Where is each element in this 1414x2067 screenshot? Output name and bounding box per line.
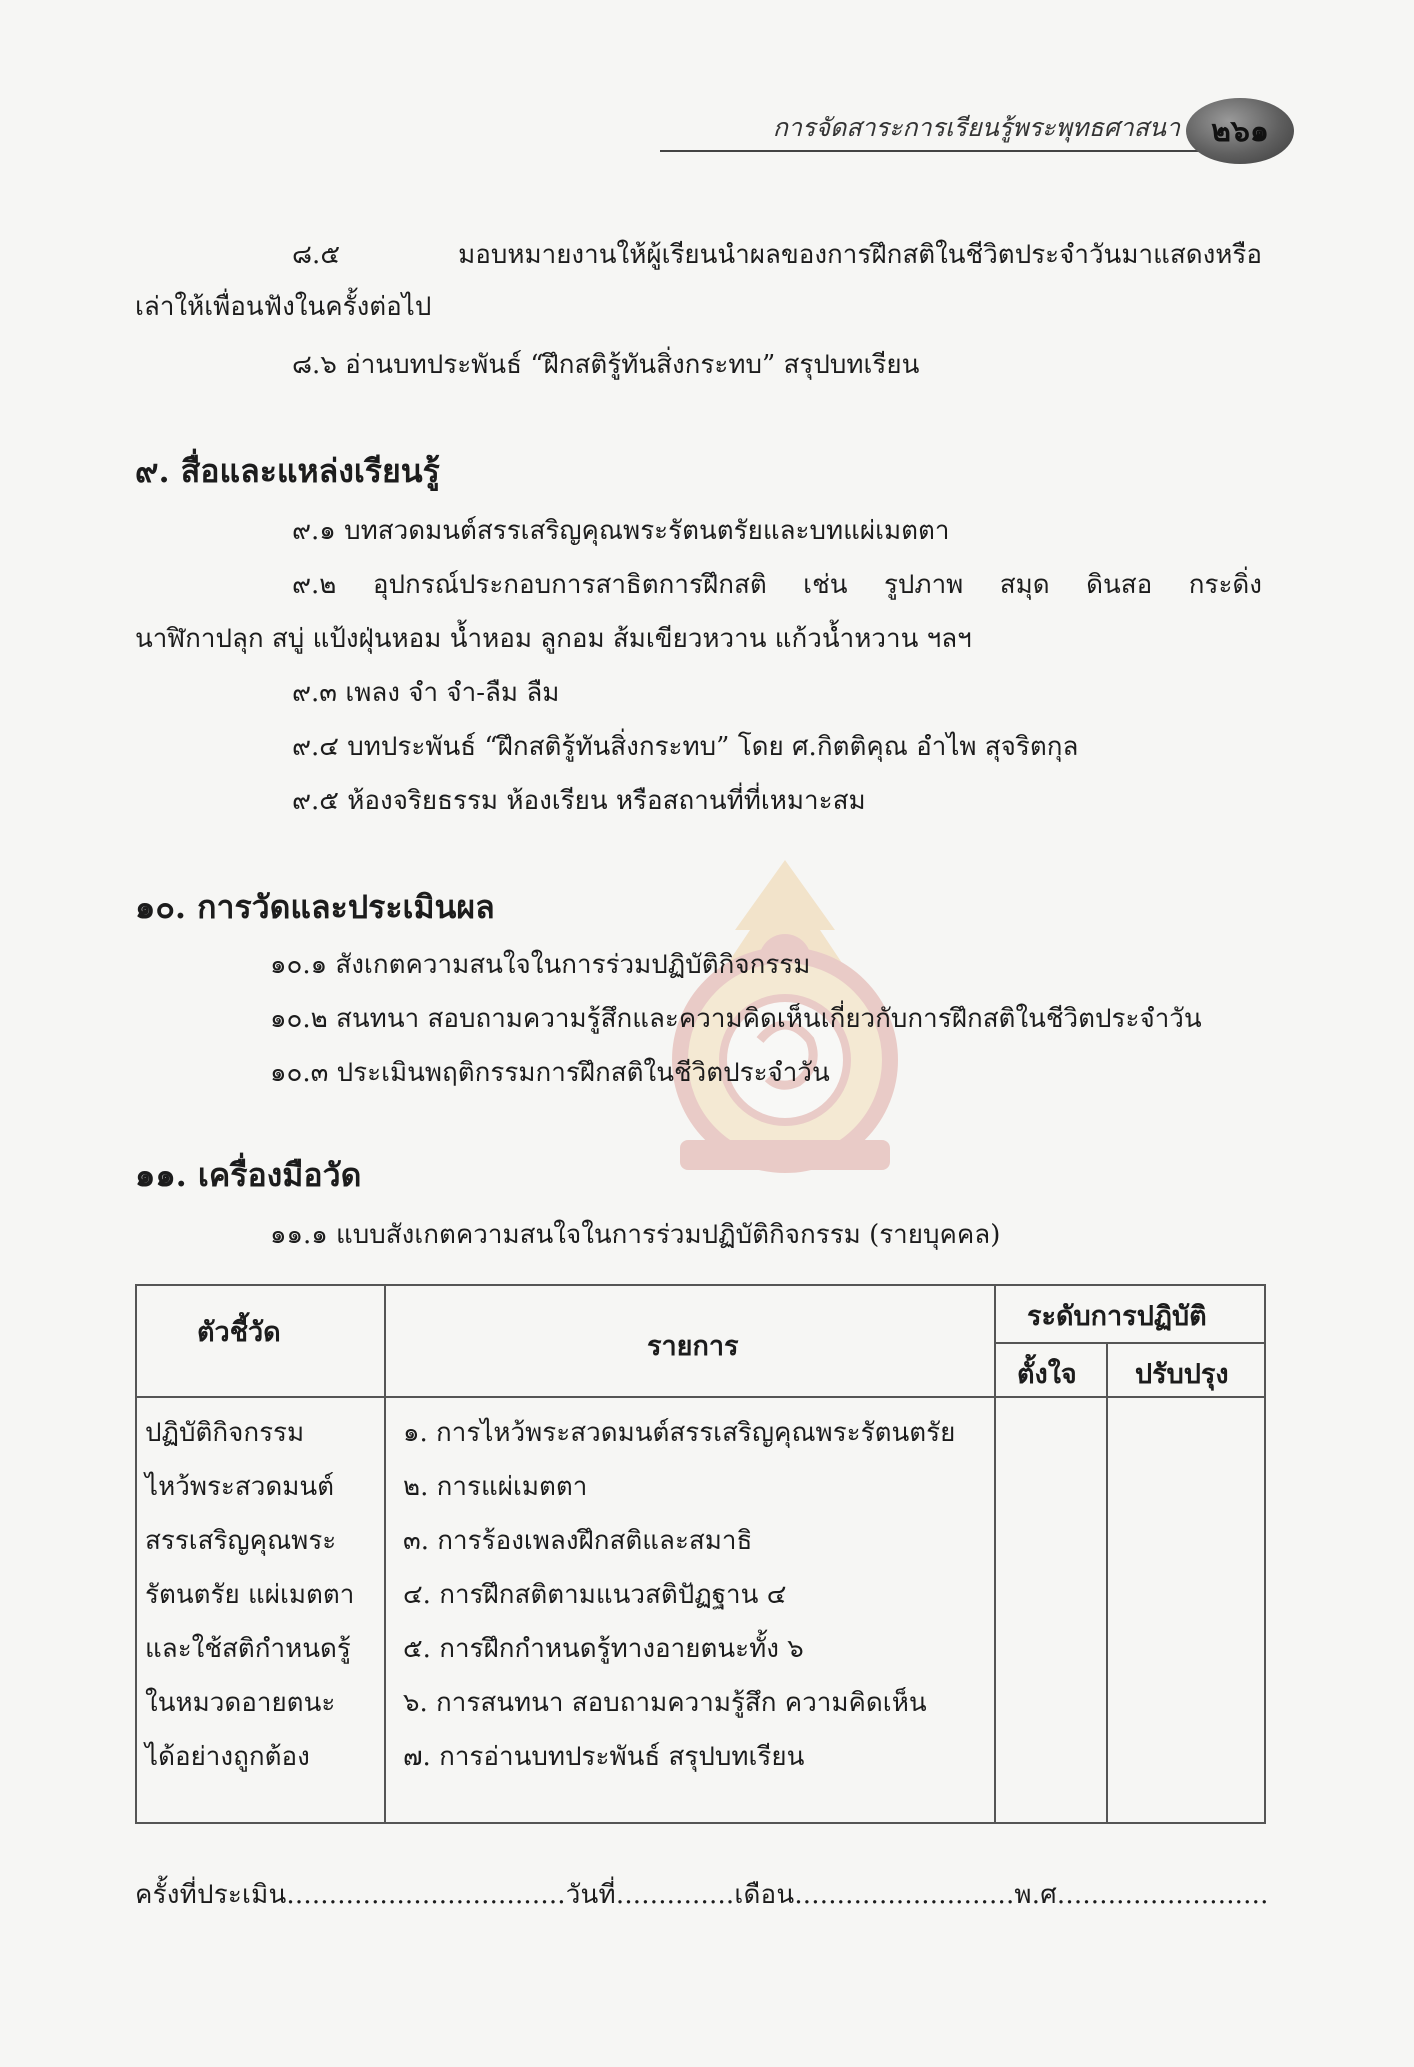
table-row-item: ๒. การแผ่เมตตา <box>403 1472 588 1502</box>
indicator-line: ไหว้พระสวดมนต์ <box>145 1472 335 1502</box>
item-9-3: ๙.๓ เพลง จำ จำ-ลืม ลืม <box>292 678 560 708</box>
table-row-item: ๕. การฝึกกำหนดรู้ทางอายตนะทั้ง ๖ <box>403 1634 804 1664</box>
header-rule <box>660 150 1200 152</box>
table-row-item: ๖. การสนทนา สอบถามความรู้สึก ความคิดเห็น <box>403 1688 927 1718</box>
item-9-5: ๙.๕ ห้องจริยธรรม ห้องเรียน หรือสถานที่ที่เหมาะสม <box>292 786 866 816</box>
section-11-heading: ๑๑. เครื่องมือวัด <box>135 1156 362 1194</box>
col-level-header: ระดับการปฏิบัติ <box>1027 1301 1207 1332</box>
indicator-line: ได้อย่างถูกต้อง <box>145 1742 310 1772</box>
indicator-line: และใช้สติกำหนดรู้ <box>145 1634 351 1664</box>
item-9-2-line2: นาฬิกาปลุก สบู่ แป้งฝุ่นหอม น้ำหอม ลูกอม ส้มเขียวหวาน แก้วน้ำหวาน ฯลฯ <box>135 624 972 654</box>
item-10-3: ๑๐.๓ ประเมินพฤติกรรมการฝึกสติในชีวิตประจำวัน <box>270 1058 830 1088</box>
assessment-date-line: ครั้งที่ประเมิน.................................วันที่..............เดือน..........................พ.ศ......................... <box>135 1880 1269 1910</box>
observation-table <box>135 1284 1266 1824</box>
item-8-5-line2: เล่าให้เพื่อนฟังในครั้งต่อไป <box>135 292 432 322</box>
running-title: การจัดสาระการเรียนรู้พระพุทธศาสนา <box>772 113 1180 142</box>
item-8-6: ๘.๖ อ่านบทประพันธ์ “ฝึกสติรู้ทันสิ่งกระทบ” สรุปบทเรียน <box>292 350 920 380</box>
indicator-line: สรรเสริญคุณพระ <box>145 1526 337 1556</box>
table-row-item: ๑. การไหว้พระสวดมนต์สรรเสริญคุณพระรัตนตรัย <box>403 1418 956 1448</box>
table-row-item: ๗. การอ่านบทประพันธ์ สรุปบทเรียน <box>403 1742 805 1772</box>
section-10-heading: ๑๐. การวัดและประเมินผล <box>135 888 495 926</box>
indicator-line: ปฏิบัติกิจกรรม <box>145 1418 305 1448</box>
item-10-1: ๑๐.๑ สังเกตความสนใจในการร่วมปฏิบัติกิจกรรม <box>270 950 811 980</box>
indicator-line: ในหมวดอายตนะ <box>145 1688 336 1718</box>
item-9-1: ๙.๑ บทสวดมนต์สรรเสริญคุณพระรัตนตรัยและบทแผ่เมตตา <box>292 516 950 546</box>
table-row-item: ๔. การฝึกสติตามแนวสติปัฏฐาน ๔ <box>403 1580 787 1610</box>
item-8-5-line1: ๘.๕ มอบหมายงานให้ผู้เรียนนำผลของการฝึกสติในชีวิตประจำวันมาแสดงหรือ <box>292 240 1262 270</box>
indicator-line: รัตนตรัย แผ่เมตตา <box>145 1580 355 1610</box>
item-11-1: ๑๑.๑ แบบสังเกตความสนใจในการร่วมปฏิบัติกิจกรรม (รายบุคคล) <box>270 1220 1001 1250</box>
col-indicator-header: ตัวชี้วัด <box>197 1317 281 1348</box>
page-number-badge: ๒๖๑ <box>1186 98 1294 164</box>
item-10-2: ๑๐.๒ สนทนา สอบถามความรู้สึกและความคิดเห็นเกี่ยวกับการฝึกสติในชีวิตประจำวัน <box>270 1004 1202 1034</box>
col-level-b-header: ปรับปรุง <box>1135 1359 1229 1390</box>
col-level-a-header: ตั้งใจ <box>1017 1359 1077 1390</box>
section-9-heading: ๙. สื่อและแหล่งเรียนรู้ <box>135 452 440 490</box>
table-row-item: ๓. การร้องเพลงฝึกสติและสมาธิ <box>403 1526 753 1556</box>
item-9-4: ๙.๔ บทประพันธ์ “ฝึกสติรู้ทันสิ่งกระทบ” โดย ศ.กิตติคุณ อำไพ สุจริตกุล <box>292 732 1079 762</box>
item-9-2-line1: ๙.๒ อุปกรณ์ประกอบการสาธิตการฝึกสติ เช่น รูปภาพ สมุด ดินสอ กระดิ่ง <box>292 570 1262 600</box>
col-items-header: รายการ <box>647 1331 739 1362</box>
